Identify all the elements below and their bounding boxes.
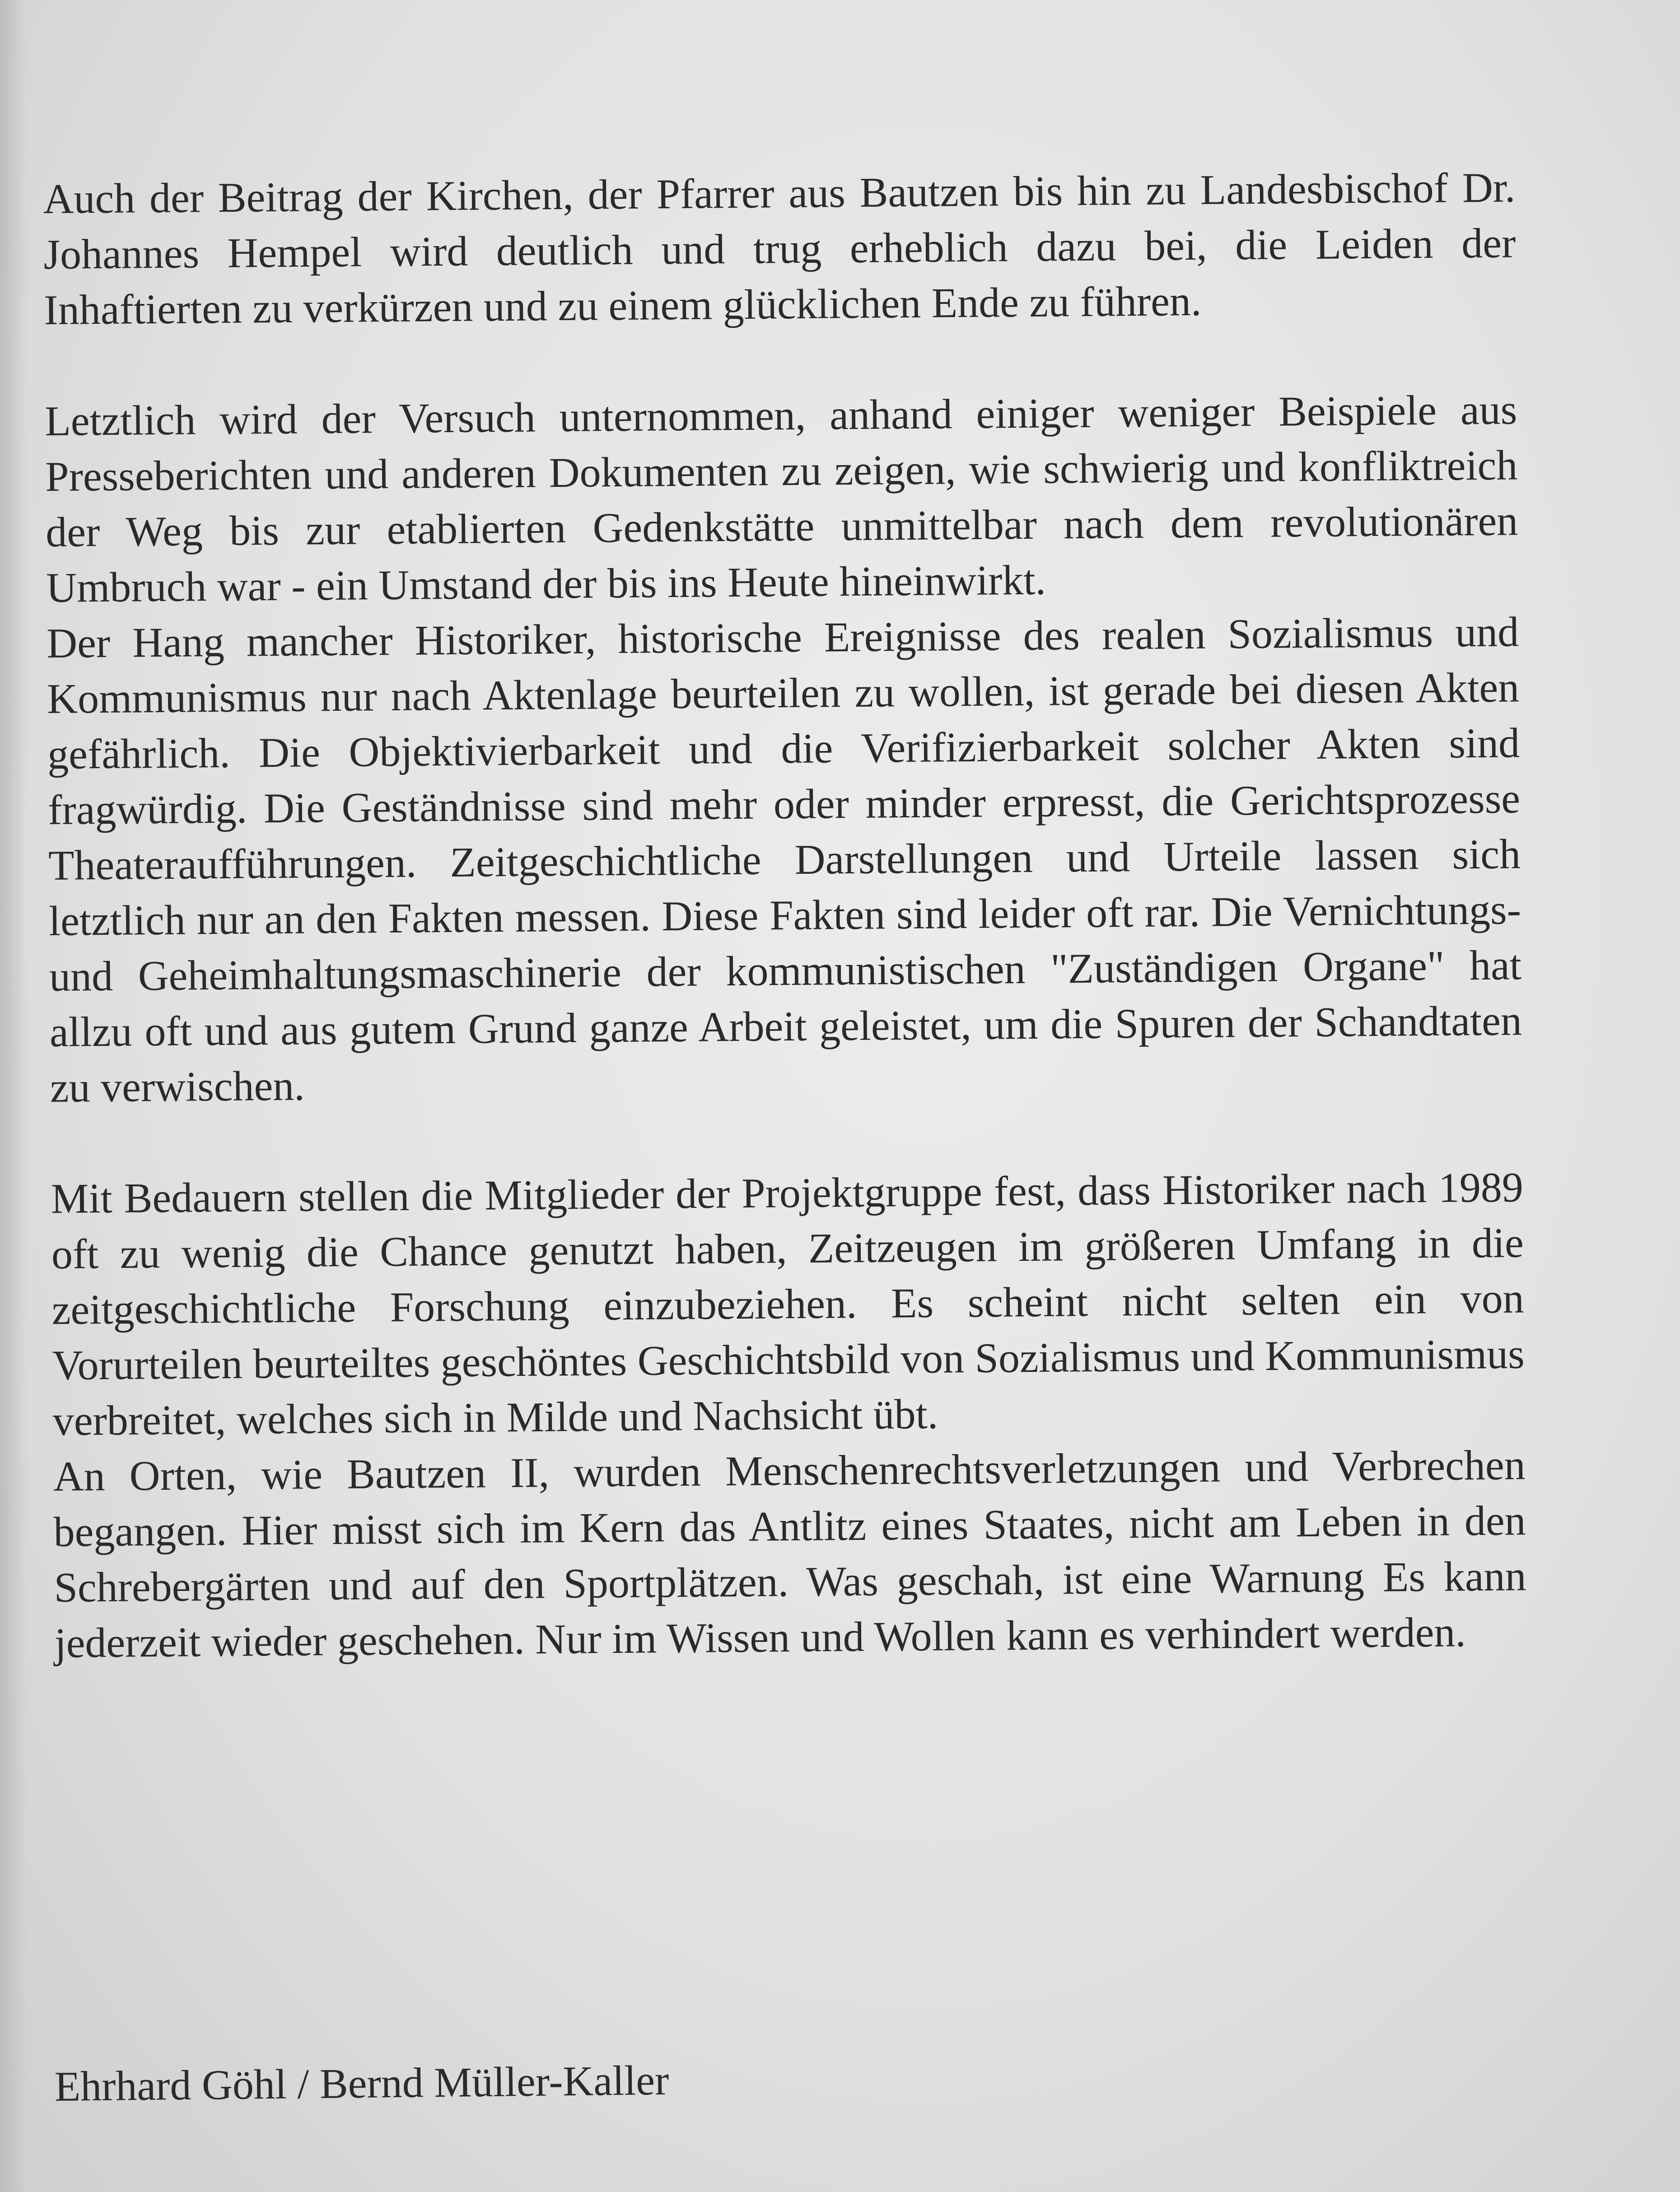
body-text <box>43 160 1527 1671</box>
author-signature: Ehrhard Göhl / Bernd Müller-Kaller <box>54 2057 669 2110</box>
paragraph-project-group: Mit Bedauern stellen die Mitglieder der Projektgruppe fest, dass Historiker nach 1989 oft zu wenig die Chance genutzt haben, Zeitzeugen im größeren Umfang in die zeitgeschichtliche Forschung einzubeziehen. Es scheint nicht selten ein von Vorurteilen beurteiltes geschöntes Geschichtsbild von Sozialismus und Kommunismus verbreitet, welches sich in Milde und Nachsicht übt. <box>51 1164 1525 1445</box>
paragraph-press-reports: Letztlich wird der Versuch unternommen, anhand einiger weniger Beispiele aus Presseberichten und anderen Dokumenten zu zeigen, wie schwierig und konfliktreich der Weg bis zur etablierten Gedenkstätte unmittelbar nach dem revolutionären Umbruch war - ein Umstand der bis ins Heute hineinwirkt. <box>44 386 1518 611</box>
page-edge-shadow <box>0 0 27 2192</box>
paragraph-historians-files: Der Hang mancher Historiker, historische Ereignisse des realen Sozialismus und Kommunismus nur nach Aktenlage beurteilen zu wollen, ist gerade bei diesen Akten gefährlich. Die Objektivierbarkeit und die Verifizierbarkeit solcher Akten sind fragwürdig. Die Geständnisse sind mehr oder minder erpresst, die Gerichtsprozesse Theateraufführungen. Zeitgeschichtliche Darstellungen und Urteile lassen sich letztlich nur an den Fakten messen. Diese Fakten sind leider oft rar. Die Vernichtungs- und Geheimhaltungsmaschinerie der kommunistischen "Zuständigen Organe" hat allzu oft und aus gutem Grund ganze Arbeit geleistet, um die Spuren der Schandtaten zu verwischen. <box>46 608 1522 1111</box>
paragraph-churches: Auch der Beitrag der Kirchen, der Pfarrer aus Bautzen bis hin zu Landesbischof Dr. Johannes Hempel wird deutlich und trug erheblich dazu bei, die Leiden der Inhaftierten zu verkürzen und zu einem glücklichen Ende zu führen. <box>43 164 1516 334</box>
paragraph-bautzen: An Orten, wie Bautzen II, wurden Menschenrechtsverletzungen und Verbrechen begangen. Hier misst sich im Kern das Antlitz eines Staates, nicht am Leben in den Schrebergärten und auf den Sportplätzen. Was geschah, ist eine Warnung Es kann jederzeit wieder geschehen. Nur im Wissen und Wollen kann es verhindert werden. <box>53 1441 1526 1667</box>
